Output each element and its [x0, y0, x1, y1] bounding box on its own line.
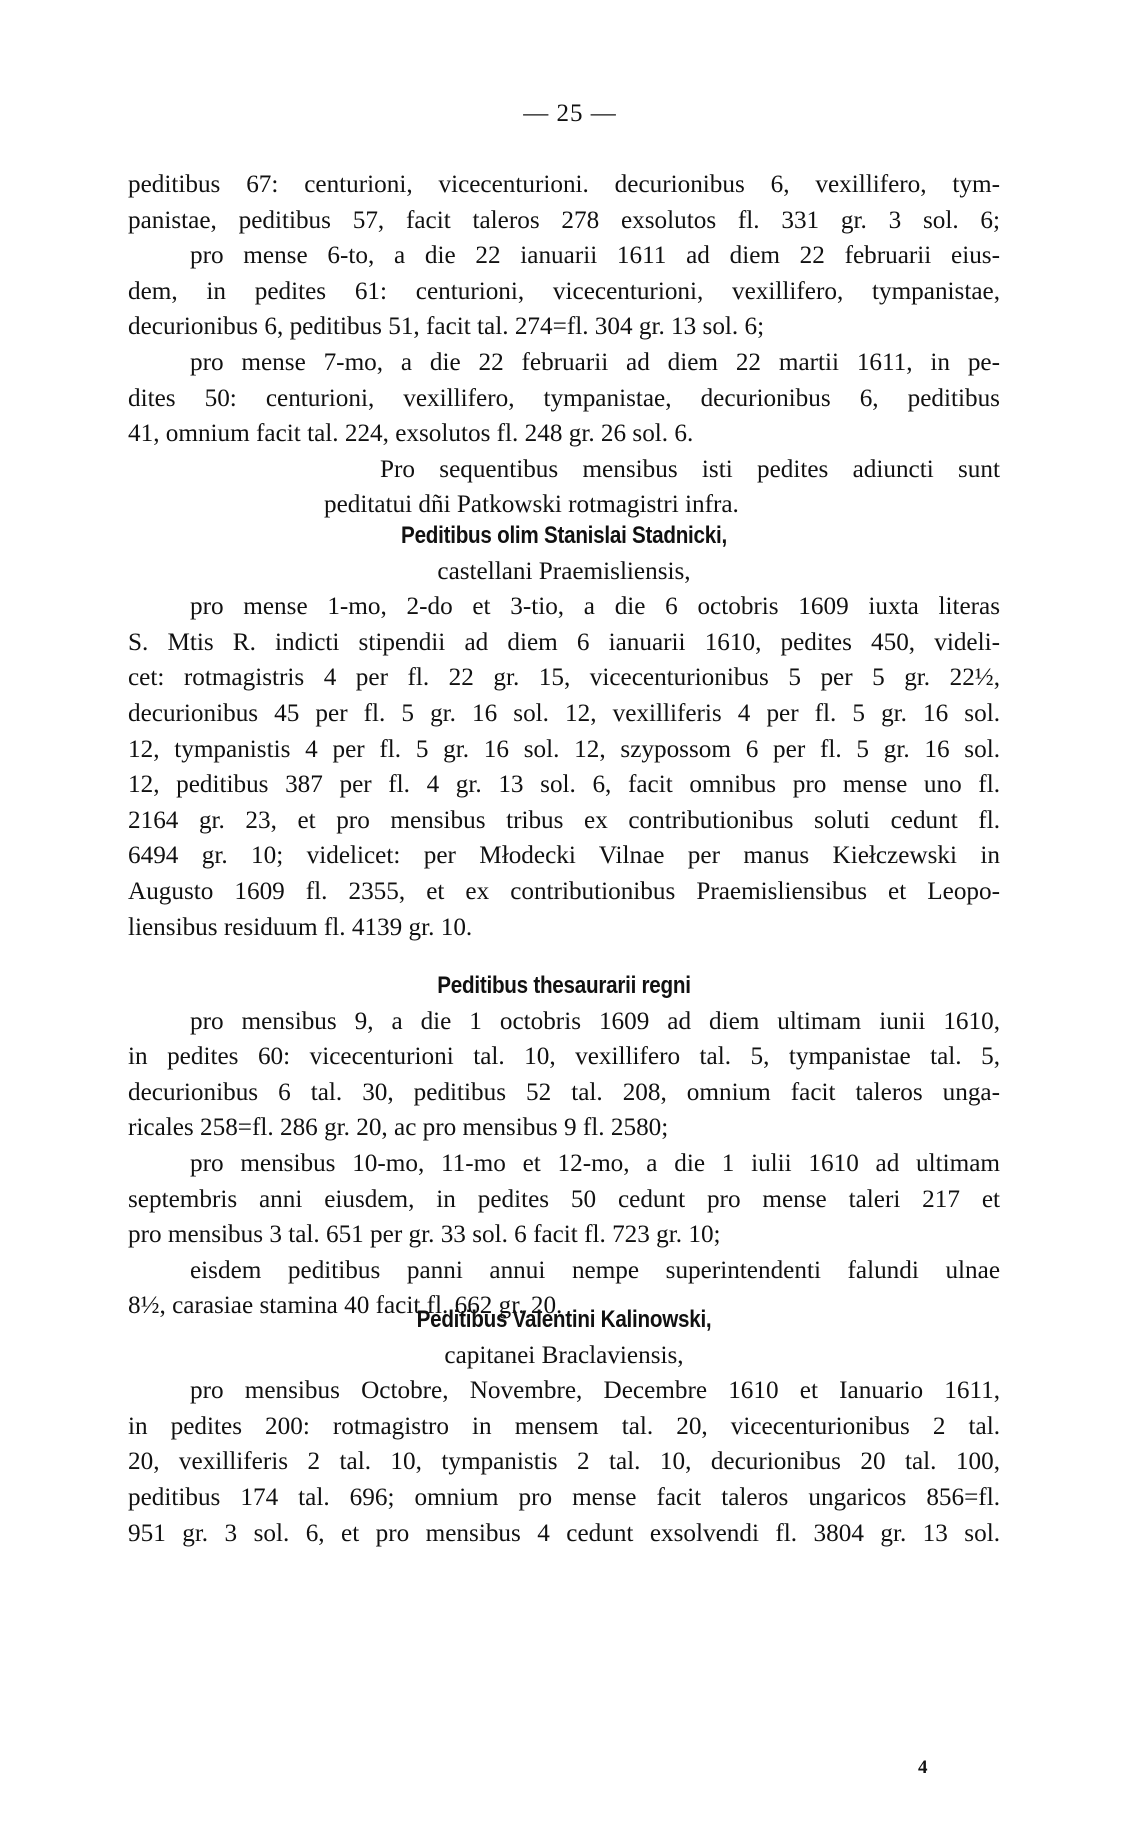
text-line: septembris anni eiusdem, in pedites 50 cedunt pro mense taleri 217 et [128, 1185, 1000, 1213]
text-line: 20, vexilliferis 2 tal. 10, tympanistis 2 tal. 10, decurionibus 20 tal. 100, [128, 1448, 1000, 1476]
text-line: 8½, carasiae stamina 40 facit fl. 662 gr. 20. [128, 1292, 563, 1320]
text-line: decurionibus 6, peditibus 51, facit tal. 274=fl. 304 gr. 13 sol. 6; [128, 313, 765, 341]
page-number: — 25 — [523, 100, 617, 127]
section-subheading: castellani Praemisliensis, [437, 557, 691, 585]
text-line: peditibus 174 tal. 696; omnium pro mense facit taleros ungaricos 856=fl. [128, 1483, 1000, 1511]
section-heading: Peditibus olim Stanislai Stadnicki, [401, 522, 727, 549]
text-line: eisdem peditibus panni annui nempe superintendenti falundi ulnae [190, 1256, 1000, 1284]
text-line: in pedites 60: vicecenturioni tal. 10, vexillifero tal. 5, tympanistae tal. 5, [128, 1043, 1000, 1071]
text-line: decurionibus 45 per fl. 5 gr. 16 sol. 12, vexilliferis 4 per fl. 5 gr. 16 sol. [128, 699, 1000, 727]
text-line: dem, in pedites 61: centurioni, vicecenturioni, vexillifero, tympanistae, [128, 277, 1000, 305]
text-line: liensibus residuum fl. 4139 gr. 10. [128, 913, 473, 941]
section-heading: Peditibus thesaurarii regni [437, 972, 691, 999]
text-line: panistae, peditibus 57, facit taleros 278 exsolutos fl. 331 gr. 3 sol. 6; [128, 206, 1000, 234]
text-line: Augusto 1609 fl. 2355, et ex contributionibus Praemisliensibus et Leopo- [128, 877, 1000, 905]
text-line: pro mense 6-to, a die 22 ianuarii 1611 ad diem 22 februarii eius- [190, 242, 1000, 270]
text-line: 12, tympanistis 4 per fl. 5 gr. 16 sol. 12, szypossom 6 per fl. 5 gr. 16 sol. [128, 735, 1000, 763]
text-line: dites 50: centurioni, vexillifero, tympanistae, decurionibus 6, peditibus [128, 384, 1000, 412]
text-line: cet: rotmagistris 4 per fl. 22 gr. 15, vicecenturionibus 5 per 5 gr. 22½, [128, 664, 1000, 692]
text-line: pro mense 7-mo, a die 22 februarii ad diem 22 martii 1611, in pe- [190, 348, 1000, 376]
text-line: pro mensibus 3 tal. 651 per gr. 33 sol. 6 facit fl. 723 gr. 10; [128, 1221, 721, 1249]
text-line: Pro sequentibus mensibus isti pedites adiuncti sunt [380, 455, 1000, 483]
text-line: pro mensibus 10-mo, 11-mo et 12-mo, a die 1 iulii 1610 ad ultimam [190, 1149, 1000, 1177]
text-line: 41, omnium facit tal. 224, exsolutos fl. 248 gr. 26 sol. 6. [128, 420, 694, 448]
text-line: peditatui dñi Patkowski rotmagistri infra. [324, 491, 739, 519]
text-line: peditibus 67: centurioni, vicecenturioni. decurionibus 6, vexillifero, tym- [128, 171, 1000, 198]
text-line: decurionibus 6 tal. 30, peditibus 52 tal. 208, omnium facit taleros unga- [128, 1078, 1000, 1106]
section-kalinowski [128, 1302, 1000, 1551]
text-line: 951 gr. 3 sol. 6, et pro mensibus 4 cedunt exsolvendi fl. 3804 gr. 13 sol. [128, 1519, 1000, 1547]
text-line: pro mense 1-mo, 2-do et 3-tio, a die 6 octobris 1609 iuxta literas [190, 593, 1000, 621]
text-line: S. Mtis R. indicti stipendii ad diem 6 ianuarii 1610, pedites 450, videli- [128, 628, 1000, 656]
text-line: pro mensibus 9, a die 1 octobris 1609 ad diem ultimam iunii 1610, [190, 1007, 1000, 1035]
section-heading: Peditibus Valentini Kalinowski, [416, 1306, 712, 1333]
section-stadnicki [128, 518, 1000, 945]
continuation-block [128, 167, 1000, 523]
section-subheading: capitanei Braclaviensis, [444, 1341, 684, 1369]
text-line: in pedites 200: rotmagistro in mensem tal. 20, vicecenturionibus 2 tal. [128, 1412, 1000, 1440]
section-thesaurarii [128, 968, 1000, 1324]
text-line: pro mensibus Octobre, Novembre, Decembre 1610 et Ianuario 1611, [190, 1377, 1000, 1405]
text-line: ricales 258=fl. 286 gr. 20, ac pro mensibus 9 fl. 2580; [128, 1114, 669, 1142]
text-line: 12, peditibus 387 per fl. 4 gr. 13 sol. 6, facit omnibus pro mense uno fl. [128, 771, 1000, 799]
signature-mark: 4 [918, 1757, 928, 1778]
text-line: 6494 gr. 10; videlicet: per Młodecki Vilnae per manus Kiełczewski in [128, 842, 1000, 870]
text-line: 2164 gr. 23, et pro mensibus tribus ex contributionibus soluti cedunt fl. [128, 806, 1000, 834]
